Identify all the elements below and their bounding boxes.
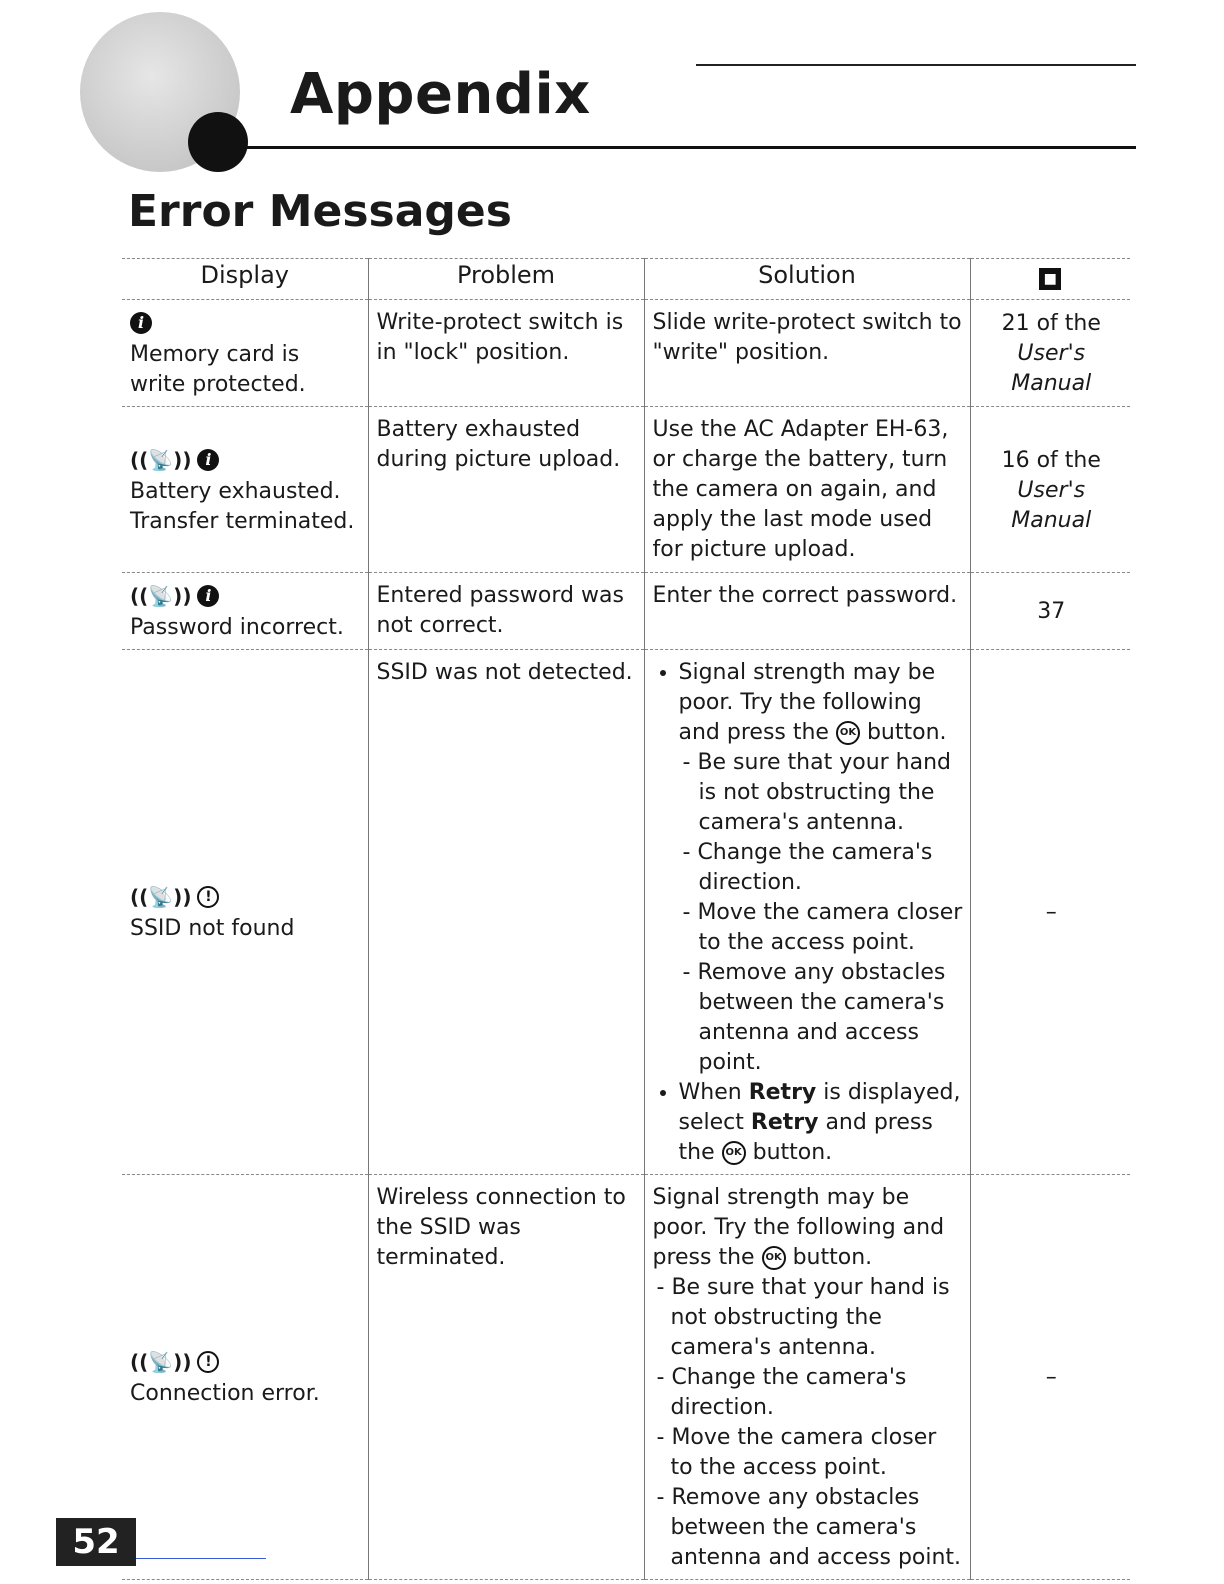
ok-button-icon: OK xyxy=(836,721,860,745)
info-icon: i xyxy=(197,585,219,607)
display-cell xyxy=(122,650,368,1175)
solution-cell: Use the AC Adapter EH-63, or charge the battery, turn the camera on again, and apply the last mode used for picture upload. xyxy=(644,407,970,573)
table-row xyxy=(122,407,1130,573)
ref-cell: – xyxy=(970,650,1130,1175)
header-problem: Problem xyxy=(368,259,644,300)
info-icon: i xyxy=(197,449,219,471)
error-messages-table xyxy=(122,258,1130,1580)
display-cell xyxy=(122,300,368,407)
solution-text: button. xyxy=(866,720,947,745)
ref-manual: User's Manual xyxy=(1011,341,1092,396)
header-ref xyxy=(970,259,1130,300)
page-number: 52 xyxy=(56,1518,136,1566)
table-row xyxy=(122,650,1130,1175)
display-text: Memory card is write protected. xyxy=(130,342,306,397)
problem-cell: Entered password was not correct. xyxy=(368,573,644,650)
list-item: - Change the camera's direction. xyxy=(671,1363,964,1423)
ok-button-icon: OK xyxy=(762,1246,786,1270)
header-rule xyxy=(230,146,1136,149)
sub-list xyxy=(653,1273,964,1573)
info-icon: i xyxy=(130,312,152,334)
retry-keyword: Retry xyxy=(750,1110,819,1135)
display-cell xyxy=(122,407,368,573)
solution-text: When xyxy=(678,1080,742,1105)
ref-cell: 37 xyxy=(970,573,1130,650)
ref-text: 16 of the xyxy=(1001,447,1101,473)
display-text: Password incorrect. xyxy=(130,615,344,640)
solution-cell: Enter the correct password. xyxy=(644,573,970,650)
table-header-row xyxy=(122,259,1130,300)
problem-cell: Write-protect switch is in "lock" position. xyxy=(368,300,644,407)
solution-list xyxy=(653,658,964,1168)
solution-cell: Slide write-protect switch to "write" position. xyxy=(644,300,970,407)
wireless-icon: ((📡)) xyxy=(130,584,192,608)
solution-text: and press the xyxy=(678,1110,933,1165)
header-display: Display xyxy=(122,259,368,300)
solution-cell xyxy=(644,1175,970,1580)
display-icons xyxy=(130,882,362,914)
solution-text: Signal strength may be poor. Try the following and press the xyxy=(678,660,936,745)
list-item: - Change the camera's direction. xyxy=(699,838,964,898)
problem-cell: Battery exhausted during picture upload. xyxy=(368,407,644,573)
list-item: - Move the camera closer to the access point. xyxy=(671,1423,964,1483)
list-item: - Move the camera closer to the access point. xyxy=(699,898,964,958)
display-cell xyxy=(122,573,368,650)
display-text: Connection error. xyxy=(130,1381,320,1406)
problem-cell: SSID was not detected. xyxy=(368,650,644,1175)
display-icons xyxy=(130,308,362,340)
list-item: - Remove any obstacles between the camera's antenna and access point. xyxy=(699,958,964,1078)
header-solution: Solution xyxy=(644,259,970,300)
display-text: SSID not found xyxy=(130,916,295,941)
header-rule-top xyxy=(696,64,1136,66)
wireless-icon: ((📡)) xyxy=(130,885,192,909)
ref-manual: User's Manual xyxy=(1011,477,1092,533)
solution-text: button. xyxy=(752,1140,833,1165)
display-cell xyxy=(122,1175,368,1580)
ref-cell xyxy=(970,407,1130,573)
display-icons xyxy=(130,581,362,613)
ok-button-icon: OK xyxy=(722,1141,746,1165)
list-item xyxy=(679,1078,964,1168)
table-row xyxy=(122,573,1130,650)
list-item: - Be sure that your hand is not obstructing the camera's antenna. xyxy=(671,1273,964,1363)
list-item: - Be sure that your hand is not obstructing the camera's antenna. xyxy=(699,748,964,838)
list-item: - Remove any obstacles between the camera's antenna and access point. xyxy=(671,1483,964,1573)
table-row xyxy=(122,1175,1130,1580)
ref-text: 21 of the xyxy=(1001,311,1101,336)
solution-cell xyxy=(644,650,970,1175)
table-row xyxy=(122,300,1130,407)
list-item xyxy=(679,658,964,1078)
ref-cell xyxy=(970,300,1130,407)
page-number-underline xyxy=(136,1558,266,1559)
wireless-icon: ((📡)) xyxy=(130,1350,192,1374)
sub-list xyxy=(679,748,964,1078)
book-icon: ■ xyxy=(1039,268,1061,290)
problem-cell: Wireless connection to the SSID was terminated. xyxy=(368,1175,644,1580)
section-title: Error Messages xyxy=(128,186,512,237)
page-title: Appendix xyxy=(290,62,591,127)
ref-cell: – xyxy=(970,1175,1130,1580)
warning-icon: ! xyxy=(197,1351,219,1373)
solution-text: Signal strength may be poor. Try the following and press the xyxy=(652,1185,945,1270)
retry-keyword: Retry xyxy=(748,1080,817,1105)
display-icons xyxy=(130,1347,362,1379)
display-text: Battery exhausted. Transfer terminated. xyxy=(130,478,355,534)
wireless-icon: ((📡)) xyxy=(130,447,192,472)
decorative-dot xyxy=(188,112,248,172)
display-icons xyxy=(130,445,362,477)
warning-icon: ! xyxy=(197,886,219,908)
solution-text: button. xyxy=(792,1245,873,1270)
solution-text: is displayed, select xyxy=(678,1080,961,1135)
